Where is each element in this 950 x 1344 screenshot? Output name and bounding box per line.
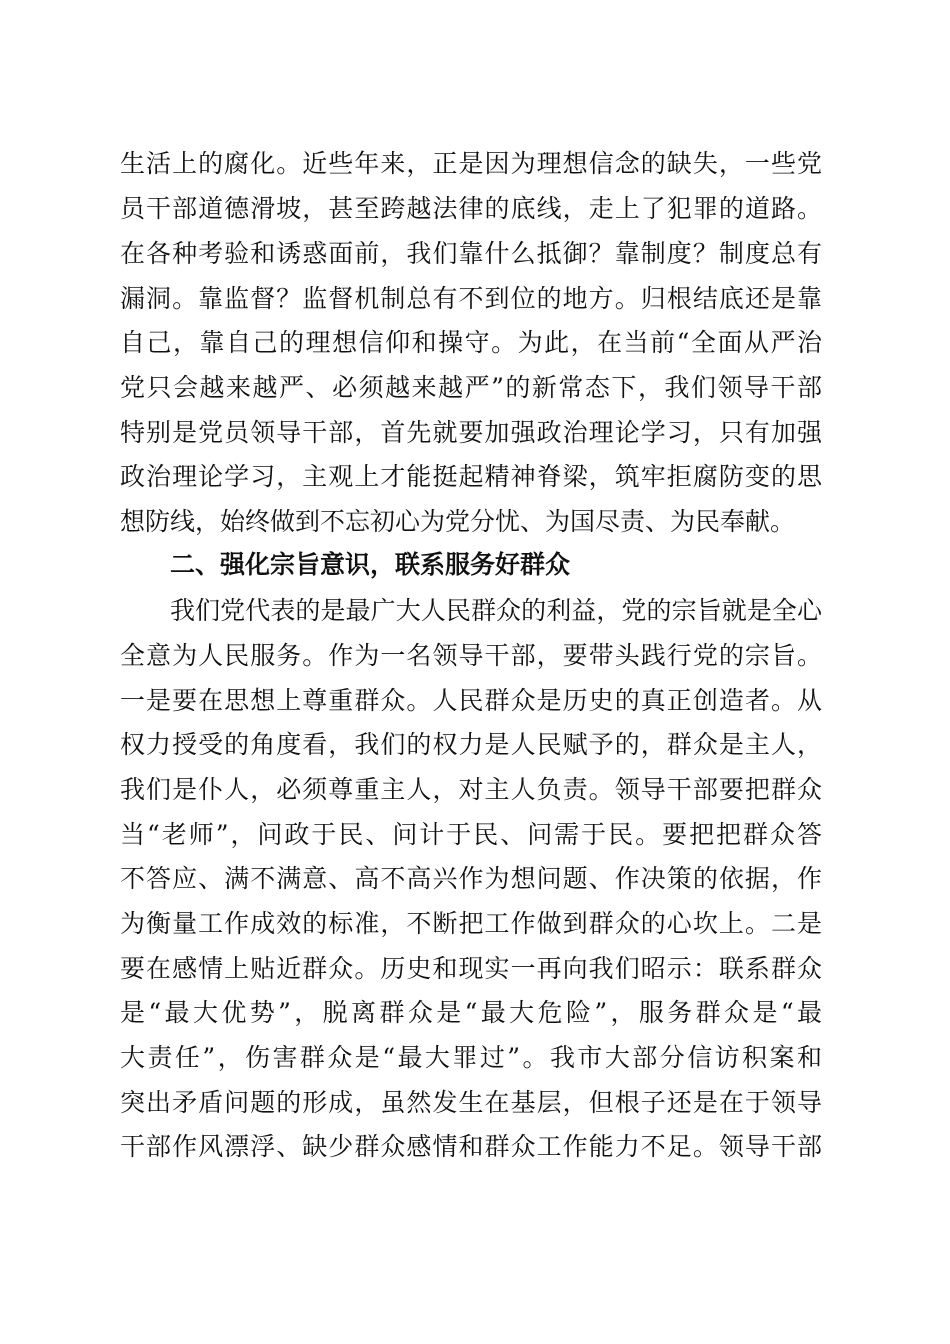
paragraph-line: 特别是党员领导干部，首先就要加强政治理论学习，只有加强: [120, 418, 822, 447]
paragraph-line: 我们是仆人，必须尊重主人，对主人负责。领导干部要把群众: [120, 775, 822, 804]
paragraph-line: 党只会越来越严、必须越来越严”的新常态下，我们领导干部: [120, 373, 822, 402]
paragraph-line: 是“最大优势”，脱离群众是“最大危险”，服务群众是“最: [120, 998, 822, 1027]
paragraph-line: 权力授受的角度看，我们的权力是人民赋予的，群众是主人，: [120, 730, 822, 759]
paragraph-line: 干部作风漂浮、缺少群众感情和群众工作能力不足。领导干部: [120, 1132, 822, 1161]
paragraph-line: 政治理论学习，主观上才能挺起精神脊梁，筑牢拒腐防变的思: [120, 462, 822, 491]
paragraph-line: 大责任”，伤害群众是“最大罪过”。我市大部分信访积案和: [120, 1043, 822, 1072]
paragraph-line: 员干部道德滑坡，甚至跨越法律的底线，走上了犯罪的道路。: [120, 194, 822, 223]
paragraph-line: 全意为人民服务。作为一名领导干部，要带头践行党的宗旨。: [120, 641, 822, 670]
paragraph-line: 一是要在思想上尊重群众。人民群众是历史的真正创造者。从: [120, 686, 822, 715]
section-heading: 二、强化宗旨意识，联系服务好群众: [170, 550, 571, 579]
paragraph-line: 当“老师”，问政于民、问计于民、问需于民。要把把群众答: [120, 820, 822, 849]
paragraph-line: 突出矛盾问题的形成，虽然发生在基层，但根子还是在于领导: [120, 1088, 822, 1117]
paragraph-line: 不答应、满不满意、高不高兴作为想问题、作决策的依据，作: [120, 864, 822, 893]
paragraph-line: 我们党代表的是最广大人民群众的利益，党的宗旨就是全心: [170, 596, 822, 625]
paragraph-line: 生活上的腐化。近些年来，正是因为理想信念的缺失，一些党: [120, 149, 822, 178]
paragraph-line: 在各种考验和诱惑面前，我们靠什么抵御？靠制度？制度总有: [120, 239, 822, 268]
paragraph-line: 漏洞。靠监督？监督机制总有不到位的地方。归根结底还是靠: [120, 284, 822, 313]
paragraph-line: 为衡量工作成效的标准，不断把工作做到群众的心坎上。二是: [120, 909, 822, 938]
paragraph-line: 自己，靠自己的理想信仰和操守。为此，在当前“全面从严治: [120, 328, 822, 357]
paragraph-line: 想防线，始终做到不忘初心为党分忧、为国尽责、为民奉献。: [120, 507, 796, 536]
paragraph-line: 要在感情上贴近群众。历史和现实一再向我们昭示：联系群众: [120, 954, 822, 983]
